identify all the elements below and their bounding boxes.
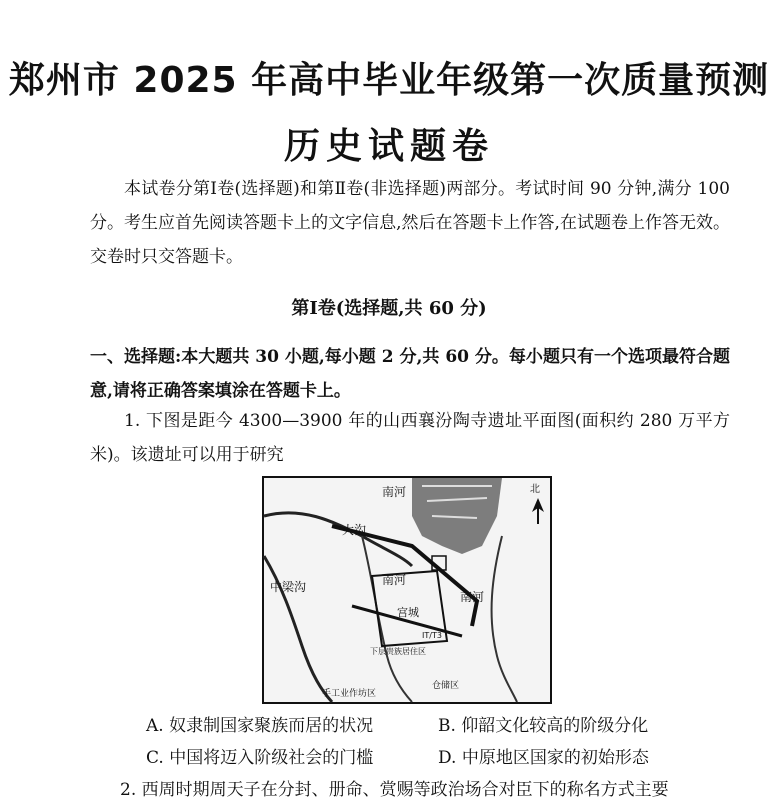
question-1-option-d: D. 中原地区国家的初始形态 — [438, 748, 649, 768]
map-label-nanhe-mid: 南河 — [382, 573, 407, 587]
map-label-north: 北 — [530, 484, 540, 495]
map-label-lower-area: 下层贵族居住区 — [370, 647, 426, 656]
map-label-nanhe-right: 南河 — [460, 590, 485, 604]
map-label-storage: 仓储区 — [432, 681, 460, 691]
question-1-option-c: C. 中国将迈入阶级社会的门槛 — [146, 748, 374, 768]
exam-title: 郑州市 2025 年高中毕业年级第一次质量预测 — [8, 60, 770, 101]
map-label-nanhe-top: 南河 — [382, 485, 407, 499]
section-instructions: 一、选择题:本大题共 30 小题,每小题 2 分,共 60 分。每小题只有一个选项最符合题意,请将正确答案填涂在答题卡上。 — [90, 347, 730, 401]
question-1-option-b: B. 仰韶文化较高的阶级分化 — [438, 716, 649, 736]
map-label-palace: 宫城 — [397, 606, 419, 619]
taosi-site-map — [262, 476, 552, 704]
question-1-option-a: A. 奴隶制国家聚族而居的状况 — [146, 716, 374, 736]
question-1-stem: 1. 下图是距今 4300—3900 年的山西襄汾陶寺遗址平面图(面积约 280 万平方米)。该遗址可以用于研究 — [90, 411, 730, 465]
map-frame — [263, 477, 551, 703]
map-label-dagou: 大沟 — [342, 523, 367, 537]
exam-subtitle: 历史试题卷 — [283, 126, 494, 167]
section-heading: 第Ⅰ卷(选择题,共 60 分) — [291, 298, 487, 319]
map-label-zhonggou: 中梁沟 — [270, 580, 307, 594]
question-2-stem: 2. 西周时期周天子在分封、册命、赏赐等政治场合对臣下的称名方式主要 — [120, 780, 669, 800]
intro-paragraph: 本试卷分第Ⅰ卷(选择题)和第Ⅱ卷(非选择题)两部分。考试时间 90 分钟,满分 100 分。考生应首先阅读答题卡上的文字信息,然后在答题卡上作答,在试题卷上作答无效。交卷时只交答题卡。 — [90, 179, 730, 267]
map-label-site-code: IT/T3 — [422, 631, 442, 640]
map-label-handicraft: 手工业作坊区 — [322, 689, 377, 699]
